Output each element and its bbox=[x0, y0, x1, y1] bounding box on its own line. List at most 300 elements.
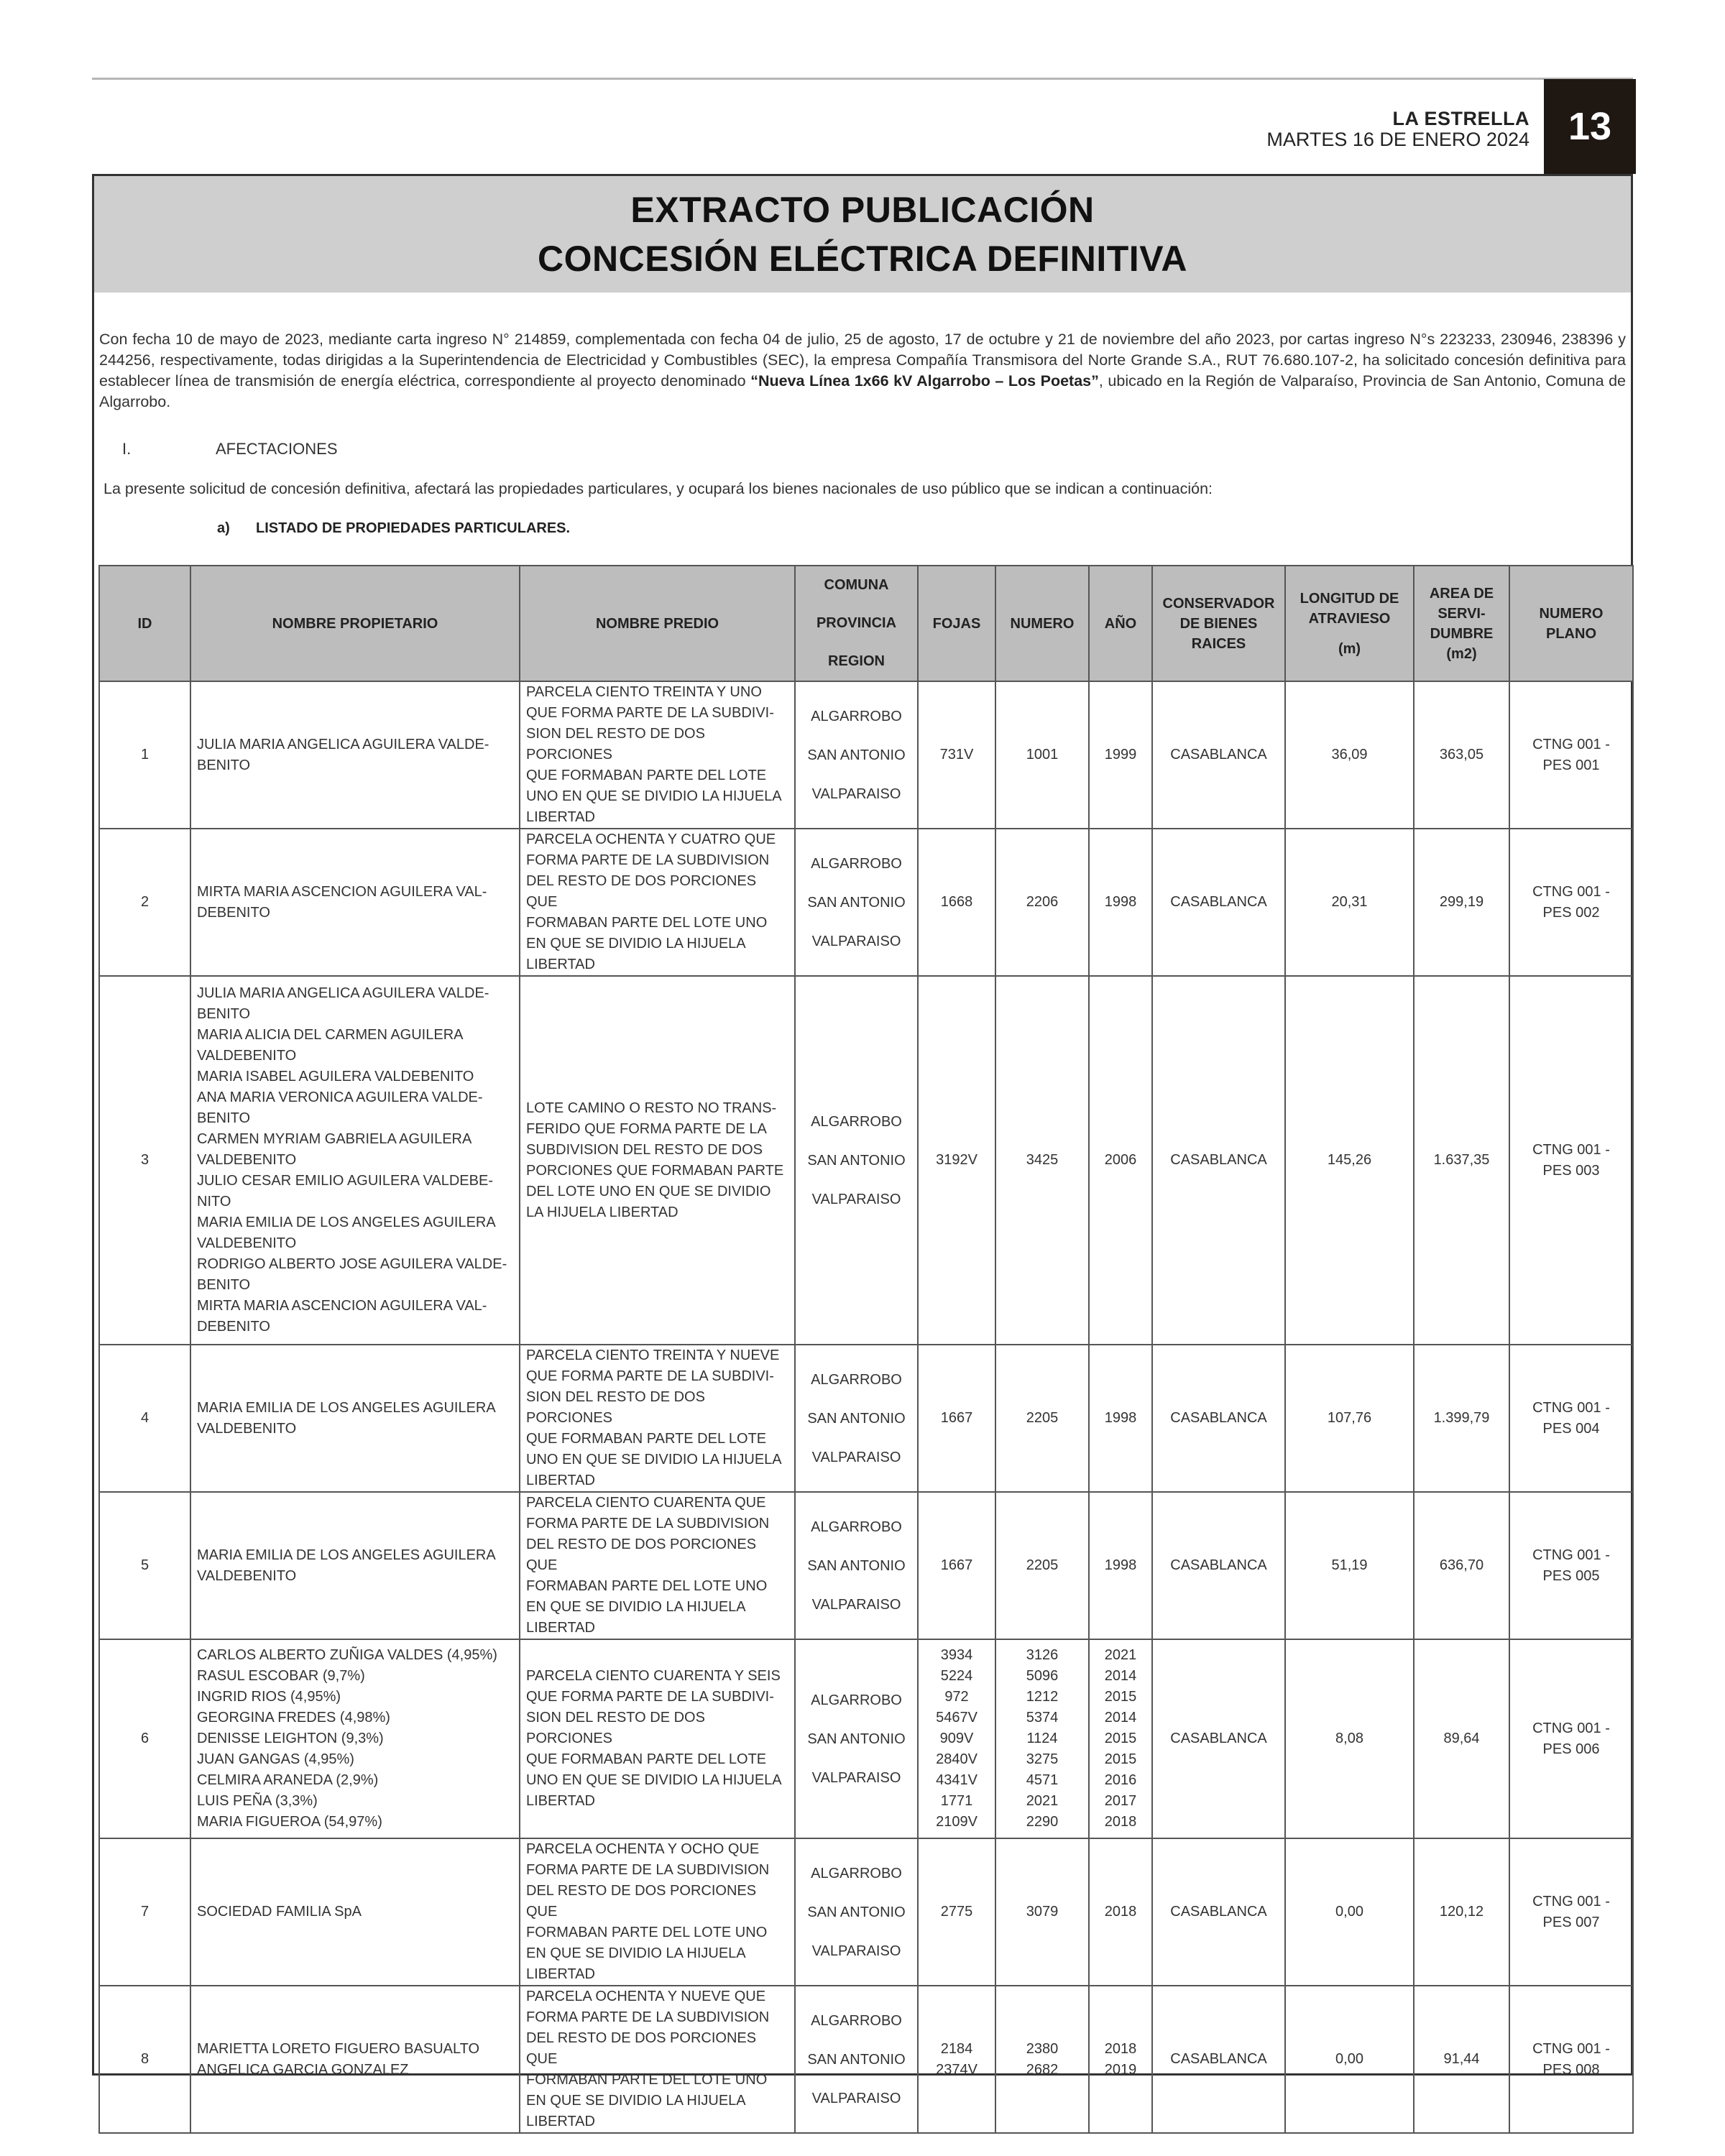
predio-line: PORCIONES QUE FORMABAN PARTE bbox=[526, 1162, 784, 1179]
predio-line: UNO EN QUE SE DIVIDIO LA HIJUELA bbox=[526, 1452, 782, 1468]
numero-value: 2205 bbox=[1026, 1557, 1059, 1573]
predio-cell bbox=[520, 1986, 795, 2133]
predio-cell bbox=[520, 1838, 795, 1986]
owner-line: VALDEBENITO bbox=[197, 1235, 297, 1251]
predio-line: UNO EN QUE SE DIVIDIO LA HIJUELA bbox=[526, 788, 782, 804]
comuna-line: SAN ANTONIO bbox=[807, 894, 906, 911]
header-numero: NUMERO bbox=[995, 566, 1089, 681]
predio-line: LIBERTAD bbox=[526, 809, 595, 825]
owner-line: INGRID RIOS (4,95%) bbox=[197, 1689, 341, 1705]
owner-line: GEORGINA FREDES (4,98%) bbox=[197, 1710, 390, 1726]
owner-line: MARIA EMILIA DE LOS ANGELES AGUILERA bbox=[197, 1215, 496, 1230]
owner-line: MIRTA MARIA ASCENCION AGUILERA VAL- bbox=[197, 1298, 487, 1314]
intro-text-2: , ubicado en la Región de Valparaíso, Provincia de San Antonio, Comuna de Algarrobo. bbox=[99, 372, 1626, 410]
header-longitud-line: LONGITUD DE bbox=[1300, 590, 1399, 607]
header-area-unit: (m2) bbox=[1446, 645, 1477, 662]
section-number: I. bbox=[122, 440, 132, 458]
conservador-cell: CASABLANCA bbox=[1152, 1639, 1285, 1838]
lead-paragraph: La presente solicitud de concesión definitiva, afectará las propiedades particulares, y ocupará los bienes nacionales de uso público que se indican a continuación: bbox=[104, 480, 1213, 497]
conservador-cell: CASABLANCA bbox=[1152, 1492, 1285, 1639]
predio-line: PARCELA CIENTO CUARENTA Y SEIS bbox=[526, 1668, 781, 1684]
plano-line: PES 008 bbox=[1542, 2061, 1600, 2078]
comuna-line: ALGARROBO bbox=[811, 855, 902, 872]
predio-line: LIBERTAD bbox=[526, 1620, 595, 1636]
subsection-title: LISTADO DE PROPIEDADES PARTICULARES. bbox=[256, 520, 571, 536]
predio-line: QUE FORMABAN PARTE DEL LOTE bbox=[526, 768, 767, 783]
owner-line: DEBENITO bbox=[197, 1319, 270, 1335]
predio-line: LIBERTAD bbox=[526, 1966, 595, 1982]
predio-line: FORMA PARTE DE LA SUBDIVISION bbox=[526, 1862, 770, 1878]
plano-line: PES 003 bbox=[1542, 1162, 1600, 1179]
fojas-value: 1667 bbox=[940, 1557, 973, 1573]
numero-cell bbox=[995, 681, 1089, 829]
plano-cell bbox=[1509, 1986, 1633, 2133]
comuna-line: VALPARAISO bbox=[811, 1596, 901, 1613]
section-heading bbox=[122, 440, 338, 459]
properties-table bbox=[98, 565, 1634, 2134]
predio-line: PARCELA CIENTO TREINTA Y UNO bbox=[526, 684, 762, 700]
area-cell: 299,19 bbox=[1414, 829, 1509, 976]
fojas-value: 4341V bbox=[936, 1772, 978, 1788]
comuna-cell bbox=[795, 1492, 918, 1639]
row-id: 4 bbox=[99, 1345, 190, 1492]
comuna-cell bbox=[795, 1986, 918, 2133]
header-longitud-spacer bbox=[1292, 629, 1407, 639]
anio-value: 2017 bbox=[1104, 1793, 1137, 1809]
owner-line: VALDEBENITO bbox=[197, 1152, 297, 1168]
predio-line: FORMA PARTE DE LA SUBDIVISION bbox=[526, 2009, 770, 2025]
longitud-cell: 8,08 bbox=[1285, 1639, 1414, 1838]
predio-line: QUE FORMA PARTE DE LA SUBDIVI- bbox=[526, 1689, 774, 1705]
anio-cell bbox=[1089, 976, 1152, 1345]
table-row bbox=[99, 829, 1633, 976]
predio-line: DEL RESTO DE DOS PORCIONES QUE bbox=[526, 1537, 757, 1573]
predio-line: UNO EN QUE SE DIVIDIO LA HIJUELA bbox=[526, 1772, 782, 1788]
row-id: 8 bbox=[99, 1986, 190, 2133]
numero-cell bbox=[995, 976, 1089, 1345]
fojas-cell bbox=[918, 681, 995, 829]
predio-cell bbox=[520, 681, 795, 829]
owner-line: DEBENITO bbox=[197, 904, 270, 921]
fojas-value: 2374V bbox=[936, 2061, 978, 2078]
header-plano-line: PLANO bbox=[1546, 625, 1596, 642]
predio-line: FORMA PARTE DE LA SUBDIVISION bbox=[526, 852, 770, 868]
conservador-cell: CASABLANCA bbox=[1152, 1838, 1285, 1986]
owner-line: LUIS PEÑA (3,3%) bbox=[197, 1793, 318, 1809]
anio-cell bbox=[1089, 1986, 1152, 2133]
predio-cell bbox=[520, 976, 795, 1345]
row-id: 1 bbox=[99, 681, 190, 829]
owner-line: MARIA EMILIA DE LOS ANGELES AGUILERA bbox=[197, 1399, 496, 1416]
conservador-cell: CASABLANCA bbox=[1152, 1986, 1285, 2133]
anio-value: 1999 bbox=[1104, 747, 1137, 763]
header-region-line: REGION bbox=[828, 653, 885, 669]
numero-cell bbox=[995, 1639, 1089, 1838]
notice-title bbox=[94, 176, 1631, 292]
comuna-line: ALGARROBO bbox=[811, 1371, 902, 1388]
owner-line: RASUL ESCOBAR (9,7%) bbox=[197, 1668, 365, 1684]
predio-line: EN QUE SE DIVIDIO LA HIJUELA bbox=[526, 1945, 746, 1961]
anio-value: 2015 bbox=[1104, 1731, 1137, 1746]
anio-value: 2021 bbox=[1104, 1647, 1137, 1663]
comuna-line: SAN ANTONIO bbox=[807, 2051, 906, 2068]
header-area bbox=[1414, 566, 1509, 681]
owner-cell bbox=[190, 681, 520, 829]
anio-cell bbox=[1089, 1639, 1152, 1838]
owner-line: JULIA MARIA ANGELICA AGUILERA VALDE- bbox=[197, 736, 489, 752]
header-fojas: FOJAS bbox=[918, 566, 995, 681]
numero-value: 3079 bbox=[1026, 1904, 1059, 1920]
predio-line: SION DEL RESTO DE DOS PORCIONES bbox=[526, 1710, 705, 1746]
row-id: 6 bbox=[99, 1639, 190, 1838]
plano-cell bbox=[1509, 1345, 1633, 1492]
predio-line: LIBERTAD bbox=[526, 2114, 595, 2129]
fojas-value: 3934 bbox=[940, 1647, 973, 1663]
comuna-line: VALPARAISO bbox=[811, 1449, 901, 1465]
plano-line: CTNG 001 - bbox=[1532, 2040, 1610, 2057]
owner-line: ANGELICA GARCIA GONZALEZ bbox=[197, 2061, 409, 2078]
comuna-line: ALGARROBO bbox=[811, 1113, 902, 1130]
header-comuna-line: COMUNA bbox=[824, 577, 889, 593]
plano-line: PES 006 bbox=[1542, 1741, 1600, 1757]
longitud-cell: 51,19 bbox=[1285, 1492, 1414, 1639]
page-number: 13 bbox=[1544, 79, 1636, 174]
owner-line: MARIA FIGUEROA (54,97%) bbox=[197, 1814, 382, 1830]
predio-line: SUBDIVISION DEL RESTO DE DOS bbox=[526, 1141, 763, 1158]
fojas-value: 3192V bbox=[936, 1152, 978, 1168]
comuna-line: VALPARAISO bbox=[811, 1769, 901, 1786]
table-header-row bbox=[99, 566, 1633, 681]
owner-cell bbox=[190, 829, 520, 976]
table-row bbox=[99, 1492, 1633, 1639]
comuna-cell bbox=[795, 1838, 918, 1986]
owner-line: JULIA MARIA ANGELICA AGUILERA VALDE- bbox=[197, 985, 489, 1001]
predio-line: QUE FORMA PARTE DE LA SUBDIVI- bbox=[526, 1368, 774, 1384]
predio-line: PARCELA CIENTO CUARENTA QUE bbox=[526, 1495, 766, 1511]
anio-cell bbox=[1089, 1345, 1152, 1492]
header-provincia-line: PROVINCIA bbox=[816, 615, 897, 631]
comuna-line: SAN ANTONIO bbox=[807, 1731, 906, 1747]
comuna-cell bbox=[795, 976, 918, 1345]
fojas-cell bbox=[918, 1986, 995, 2133]
owner-cell bbox=[190, 1838, 520, 1986]
intro-text-1: Con fecha 10 de mayo de 2023, mediante carta ingreso N° 214859, complementada con fecha 04 de julio, 25 de agosto, 17 de octubre y 21 de noviembre del año 2023, por cartas ingreso N°s 223233, 230946, 238396 y 244256, respectivamente, todas dirigidas a la Superintendencia de Electricidad y Combustibles (SEC), la empresa Compañía Transmisora del Norte Grande S.A., RUT 76.680.107-2, ha solicitado concesión definitiva para establecer línea de transmisión de energía eléctrica, correspondiente al proyecto denominado bbox=[99, 331, 1626, 390]
fojas-value: 2840V bbox=[936, 1751, 978, 1767]
plano-cell bbox=[1509, 681, 1633, 829]
numero-cell bbox=[995, 829, 1089, 976]
owner-line: DENISSE LEIGHTON (9,3%) bbox=[197, 1731, 384, 1746]
fojas-value: 2109V bbox=[936, 1814, 978, 1830]
header-longitud-unit: (m) bbox=[1338, 640, 1361, 657]
owner-line: CARMEN MYRIAM GABRIELA AGUILERA bbox=[197, 1131, 472, 1147]
fojas-value: 5224 bbox=[940, 1668, 973, 1684]
owner-line: MARIETTA LORETO FIGUERO BASUALTO bbox=[197, 2040, 480, 2057]
header-conservador bbox=[1152, 566, 1285, 681]
owner-line: BENITO bbox=[197, 757, 251, 773]
table-row bbox=[99, 1345, 1633, 1492]
predio-line: FORMABAN PARTE DEL LOTE UNO bbox=[526, 1578, 768, 1594]
row-id: 7 bbox=[99, 1838, 190, 1986]
area-cell: 89,64 bbox=[1414, 1639, 1509, 1838]
conservador-cell: CASABLANCA bbox=[1152, 1345, 1285, 1492]
owner-line: BENITO bbox=[197, 1110, 251, 1126]
subsection-letter: a) bbox=[217, 520, 230, 536]
predio-line: LOTE CAMINO O RESTO NO TRANS- bbox=[526, 1100, 777, 1116]
anio-value: 2006 bbox=[1104, 1152, 1137, 1168]
comuna-line: ALGARROBO bbox=[811, 2012, 902, 2029]
numero-value: 4571 bbox=[1026, 1772, 1059, 1788]
longitud-cell: 20,31 bbox=[1285, 829, 1414, 976]
owner-cell bbox=[190, 1639, 520, 1838]
anio-value: 2018 bbox=[1104, 1814, 1137, 1830]
predio-line: DEL RESTO DE DOS PORCIONES QUE bbox=[526, 2030, 757, 2067]
longitud-cell: 36,09 bbox=[1285, 681, 1414, 829]
predio-line: SION DEL RESTO DE DOS PORCIONES bbox=[526, 1389, 705, 1426]
longitud-cell: 0,00 bbox=[1285, 1986, 1414, 2133]
plano-line: PES 007 bbox=[1542, 1914, 1600, 1930]
fojas-value: 1771 bbox=[940, 1793, 973, 1809]
predio-line: PARCELA OCHENTA Y NUEVE QUE bbox=[526, 1989, 766, 2004]
fojas-cell bbox=[918, 976, 995, 1345]
fojas-value: 731V bbox=[939, 747, 974, 763]
predio-line: FORMABAN PARTE DEL LOTE UNO bbox=[526, 2072, 768, 2088]
header-longitud-line: ATRAVIESO bbox=[1308, 610, 1391, 627]
anio-value: 2015 bbox=[1104, 1751, 1137, 1767]
anio-cell bbox=[1089, 1838, 1152, 1986]
table-row bbox=[99, 976, 1633, 1345]
owner-line: BENITO bbox=[197, 1277, 251, 1293]
subsection-heading bbox=[217, 520, 570, 537]
owner-line: ANA MARIA VERONICA AGUILERA VALDE- bbox=[197, 1089, 483, 1105]
owner-line: SOCIEDAD FAMILIA SpA bbox=[197, 1904, 362, 1920]
fojas-value: 972 bbox=[944, 1689, 969, 1705]
header-comuna bbox=[795, 566, 918, 681]
fojas-value: 909V bbox=[939, 1731, 974, 1746]
anio-cell bbox=[1089, 681, 1152, 829]
notice-title-line1: EXTRACTO PUBLICACIÓN bbox=[630, 190, 1095, 230]
header-owner: NOMBRE PROPIETARIO bbox=[190, 566, 520, 681]
comuna-cell bbox=[795, 681, 918, 829]
numero-value: 2290 bbox=[1026, 1814, 1059, 1830]
header-plano-line: NUMERO bbox=[1539, 605, 1604, 622]
fojas-cell bbox=[918, 1639, 995, 1838]
header-longitud bbox=[1285, 566, 1414, 681]
predio-line: LA HIJUELA LIBERTAD bbox=[526, 1204, 678, 1220]
header-area-line: SERVI- bbox=[1438, 605, 1486, 622]
predio-line: DEL LOTE UNO EN QUE SE DIVIDIO bbox=[526, 1183, 771, 1199]
numero-value: 3275 bbox=[1026, 1751, 1059, 1767]
project-name: “Nueva Línea 1x66 kV Algarrobo – Los Poetas” bbox=[750, 372, 1099, 390]
header-conservador-line: CONSERVADOR bbox=[1162, 595, 1275, 612]
comuna-line: VALPARAISO bbox=[811, 2090, 901, 2106]
header-anio: AÑO bbox=[1089, 566, 1152, 681]
predio-cell bbox=[520, 1639, 795, 1838]
comuna-line: VALPARAISO bbox=[811, 1943, 901, 1959]
owner-cell bbox=[190, 1986, 520, 2133]
anio-cell bbox=[1089, 1492, 1152, 1639]
anio-value: 2014 bbox=[1104, 1710, 1137, 1726]
area-cell: 1.399,79 bbox=[1414, 1345, 1509, 1492]
predio-line: EN QUE SE DIVIDIO LA HIJUELA bbox=[526, 2093, 746, 2109]
plano-cell bbox=[1509, 829, 1633, 976]
fojas-value: 5467V bbox=[936, 1710, 978, 1726]
row-id: 5 bbox=[99, 1492, 190, 1639]
longitud-cell: 0,00 bbox=[1285, 1838, 1414, 1986]
owner-cell bbox=[190, 976, 520, 1345]
comuna-line: ALGARROBO bbox=[811, 1865, 902, 1881]
table-row bbox=[99, 681, 1633, 829]
section-title: AFECTACIONES bbox=[216, 440, 338, 458]
comuna-line: VALPARAISO bbox=[811, 1191, 901, 1207]
plano-cell bbox=[1509, 1838, 1633, 1986]
plano-line: CTNG 001 - bbox=[1532, 736, 1610, 752]
owner-line: MARIA ALICIA DEL CARMEN AGUILERA bbox=[197, 1027, 464, 1043]
predio-line: FORMA PARTE DE LA SUBDIVISION bbox=[526, 1516, 770, 1531]
table-row bbox=[99, 1986, 1633, 2133]
numero-value: 2206 bbox=[1026, 894, 1059, 910]
plano-line: CTNG 001 - bbox=[1532, 1893, 1610, 1909]
conservador-cell: CASABLANCA bbox=[1152, 829, 1285, 976]
numero-value: 2205 bbox=[1026, 1410, 1059, 1426]
header-conservador-line: RAICES bbox=[1191, 635, 1246, 652]
header-conservador-line: DE BIENES bbox=[1179, 615, 1258, 632]
header-area-line: AREA DE bbox=[1429, 585, 1494, 602]
predio-line: FORMABAN PARTE DEL LOTE UNO bbox=[526, 1925, 768, 1940]
table-row bbox=[99, 1838, 1633, 1986]
comuna-line: ALGARROBO bbox=[811, 1519, 902, 1535]
plano-line: CTNG 001 - bbox=[1532, 1141, 1610, 1158]
fojas-value: 1667 bbox=[940, 1410, 973, 1426]
numero-value: 1212 bbox=[1026, 1689, 1059, 1705]
predio-cell bbox=[520, 829, 795, 976]
owner-line: VALDEBENITO bbox=[197, 1420, 297, 1437]
predio-line: PARCELA CIENTO TREINTA Y NUEVE bbox=[526, 1348, 780, 1363]
area-cell: 363,05 bbox=[1414, 681, 1509, 829]
comuna-line: ALGARROBO bbox=[811, 1692, 902, 1708]
owner-line: NITO bbox=[197, 1194, 231, 1210]
top-rule bbox=[92, 78, 1633, 80]
anio-value: 1998 bbox=[1104, 894, 1137, 910]
numero-value: 5374 bbox=[1026, 1710, 1059, 1726]
predio-line: FORMABAN PARTE DEL LOTE UNO bbox=[526, 915, 768, 931]
header-id: ID bbox=[99, 566, 190, 681]
longitud-cell: 145,26 bbox=[1285, 976, 1414, 1345]
conservador-cell: CASABLANCA bbox=[1152, 681, 1285, 829]
owner-cell bbox=[190, 1492, 520, 1639]
plano-line: PES 005 bbox=[1542, 1567, 1600, 1584]
owner-line: CELMIRA ARANEDA (2,9%) bbox=[197, 1772, 379, 1788]
anio-value: 2015 bbox=[1104, 1689, 1137, 1705]
anio-value: 2014 bbox=[1104, 1668, 1137, 1684]
area-cell: 1.637,35 bbox=[1414, 976, 1509, 1345]
anio-value: 1998 bbox=[1104, 1557, 1137, 1573]
predio-line: PARCELA OCHENTA Y OCHO QUE bbox=[526, 1841, 760, 1857]
comuna-line: VALPARAISO bbox=[811, 933, 901, 949]
predio-cell bbox=[520, 1345, 795, 1492]
numero-cell bbox=[995, 1838, 1089, 1986]
notice-title-line2: CONCESIÓN ELÉCTRICA DEFINITIVA bbox=[538, 239, 1187, 279]
header-area-line: DUMBRE bbox=[1430, 625, 1494, 642]
plano-line: PES 001 bbox=[1542, 757, 1600, 773]
comuna-cell bbox=[795, 829, 918, 976]
newspaper-name: LA ESTRELLA bbox=[1392, 108, 1530, 129]
plano-line: PES 004 bbox=[1542, 1420, 1600, 1437]
row-id: 3 bbox=[99, 976, 190, 1345]
predio-line: QUE FORMABAN PARTE DEL LOTE bbox=[526, 1751, 767, 1767]
predio-line: DEL RESTO DE DOS PORCIONES QUE bbox=[526, 1883, 757, 1920]
owner-line: RODRIGO ALBERTO JOSE AGUILERA VALDE- bbox=[197, 1256, 507, 1272]
plano-cell bbox=[1509, 1492, 1633, 1639]
owner-line: MIRTA MARIA ASCENCION AGUILERA VAL- bbox=[197, 883, 487, 900]
row-id: 2 bbox=[99, 829, 190, 976]
fojas-cell bbox=[918, 829, 995, 976]
predio-line: QUE FORMA PARTE DE LA SUBDIVI- bbox=[526, 705, 774, 721]
owner-line: MARIA EMILIA DE LOS ANGELES AGUILERA bbox=[197, 1547, 496, 1563]
numero-value: 2380 bbox=[1026, 2040, 1059, 2057]
plano-cell bbox=[1509, 1639, 1633, 1838]
numero-cell bbox=[995, 1492, 1089, 1639]
comuna-line: SAN ANTONIO bbox=[807, 747, 906, 763]
owner-line: BENITO bbox=[197, 1006, 251, 1022]
comuna-line: ALGARROBO bbox=[811, 708, 902, 724]
conservador-cell: CASABLANCA bbox=[1152, 976, 1285, 1345]
plano-line: PES 002 bbox=[1542, 904, 1600, 921]
fojas-value: 1668 bbox=[940, 894, 973, 910]
numero-cell bbox=[995, 1986, 1089, 2133]
anio-value: 2019 bbox=[1104, 2061, 1137, 2078]
owner-line: VALDEBENITO bbox=[197, 1048, 297, 1064]
anio-value: 2016 bbox=[1104, 1772, 1137, 1788]
plano-cell bbox=[1509, 976, 1633, 1345]
numero-value: 1124 bbox=[1026, 1731, 1058, 1746]
fojas-cell bbox=[918, 1838, 995, 1986]
intro-paragraph bbox=[99, 329, 1626, 413]
numero-value: 1001 bbox=[1026, 747, 1059, 763]
predio-line: LIBERTAD bbox=[526, 1473, 595, 1488]
fojas-cell bbox=[918, 1345, 995, 1492]
predio-line: SION DEL RESTO DE DOS PORCIONES bbox=[526, 726, 705, 763]
masthead bbox=[1266, 109, 1530, 149]
owner-line: JUAN GANGAS (4,95%) bbox=[197, 1751, 354, 1767]
numero-cell bbox=[995, 1345, 1089, 1492]
anio-value: 2018 bbox=[1104, 2040, 1137, 2057]
comuna-line: VALPARAISO bbox=[811, 786, 901, 802]
numero-value: 3126 bbox=[1026, 1647, 1059, 1663]
fojas-cell bbox=[918, 1492, 995, 1639]
predio-line: FERIDO QUE FORMA PARTE DE LA bbox=[526, 1120, 767, 1137]
area-cell: 120,12 bbox=[1414, 1838, 1509, 1986]
area-cell: 91,44 bbox=[1414, 1986, 1509, 2133]
plano-line: CTNG 001 - bbox=[1532, 1720, 1610, 1736]
longitud-cell: 107,76 bbox=[1285, 1345, 1414, 1492]
numero-value: 2021 bbox=[1026, 1793, 1059, 1809]
predio-line: EN QUE SE DIVIDIO LA HIJUELA bbox=[526, 936, 746, 952]
anio-cell bbox=[1089, 829, 1152, 976]
fojas-value: 2775 bbox=[940, 1904, 973, 1920]
plano-line: CTNG 001 - bbox=[1532, 1399, 1610, 1416]
predio-line: DEL RESTO DE DOS PORCIONES QUE bbox=[526, 873, 757, 910]
comuna-line: SAN ANTONIO bbox=[807, 1410, 906, 1427]
numero-value: 5096 bbox=[1026, 1668, 1059, 1684]
anio-value: 2018 bbox=[1104, 1904, 1137, 1920]
predio-cell bbox=[520, 1492, 795, 1639]
predio-line: QUE FORMABAN PARTE DEL LOTE bbox=[526, 1431, 767, 1447]
numero-value: 2682 bbox=[1026, 2061, 1059, 2078]
owner-cell bbox=[190, 1345, 520, 1492]
header-predio: NOMBRE PREDIO bbox=[520, 566, 795, 681]
comuna-line: SAN ANTONIO bbox=[807, 1152, 906, 1169]
area-cell: 636,70 bbox=[1414, 1492, 1509, 1639]
